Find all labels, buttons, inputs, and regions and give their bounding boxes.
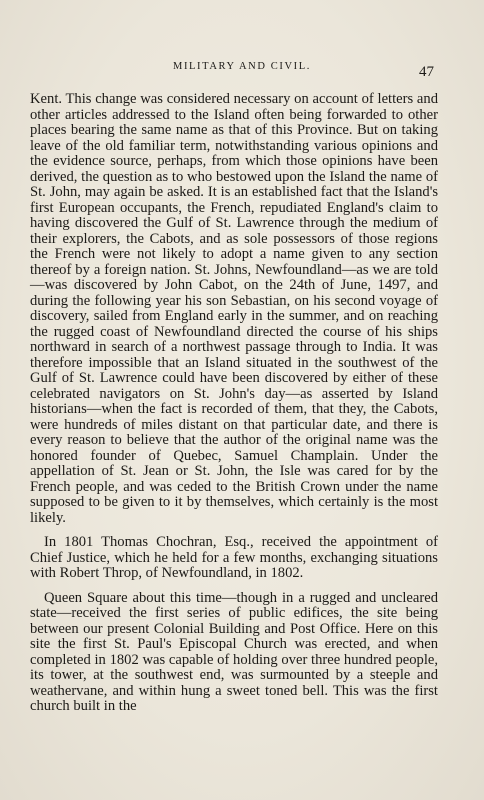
paragraph-queen-square: Queen Square about this time—though in a rugged and uncleared state—received the first series of public edifices, the site being between our present Colonial Building and Post Office. Here on this site the first St. Paul's Episcopal Church was erected, and when completed in 1802 was capable of holding over three hundred people, its tower, at the southwest end, was surmounted by a steeple and weathervane, and within hung a sweet toned bell. This was the first church built in the	[30, 589, 438, 714]
paragraph-chief-justice: In 1801 Thomas Chochran, Esq., received the appointment of Chief Justice, which he held for a few months, exchanging situations with Robert Throp, of Newfoundland, in 1802.	[30, 534, 438, 581]
body-text	[30, 92, 438, 724]
paragraph-continued: Kent. This change was considered necessary on account of letters and other articles addressed to the Island often being forwarded to other places bearing the same name as that of this Province. But on taking leave of the old familiar term, notwithstanding various opinions and the evidence source, perhaps, from which those opinions have been derived, the question as to who bestowed upon the Island the name of St. John, may again be asked. It is an established fact that the Island's first European occupants, the French, repudiated England's claim to having discovered the Gulf of St. Lawrence through the medium of their explorers, the Cabots, and as sole possessors of those regions the French were not likely to adopt a name given to any section thereof by a foreign nation. St. Johns, Newfoundland—as we are told—was discovered by John Cabot, on the 24th of June, 1497, and during the following year his son Sebastian, on his second voyage of discovery, sailed from England early in the summer, and on reaching the rugged coast of Newfoundland directed the course of his ships northward in search of a northwest passage through to India. It was therefore impossible that an Island situated in the southwest of the Gulf of St. Lawrence could have been discovered by either of these celebrated navigators on St. John's day—as asserted by Island historians—when the fact is recorded of them, that they, the Cabots, were hundreds of miles distant on that particular date, and there is every reason to believe that the author of the original name was the honored founder of Quebec, Samuel Champlain. Under the appellation of St. Jean or St. John, the Isle was cared for by the French people, and was ceded to the British Crown under the name supposed to be given to it by themselves, which certainly is the most likely.	[30, 91, 438, 526]
page-number: 47	[419, 64, 434, 80]
running-head: MILITARY AND CIVIL.	[173, 61, 311, 72]
